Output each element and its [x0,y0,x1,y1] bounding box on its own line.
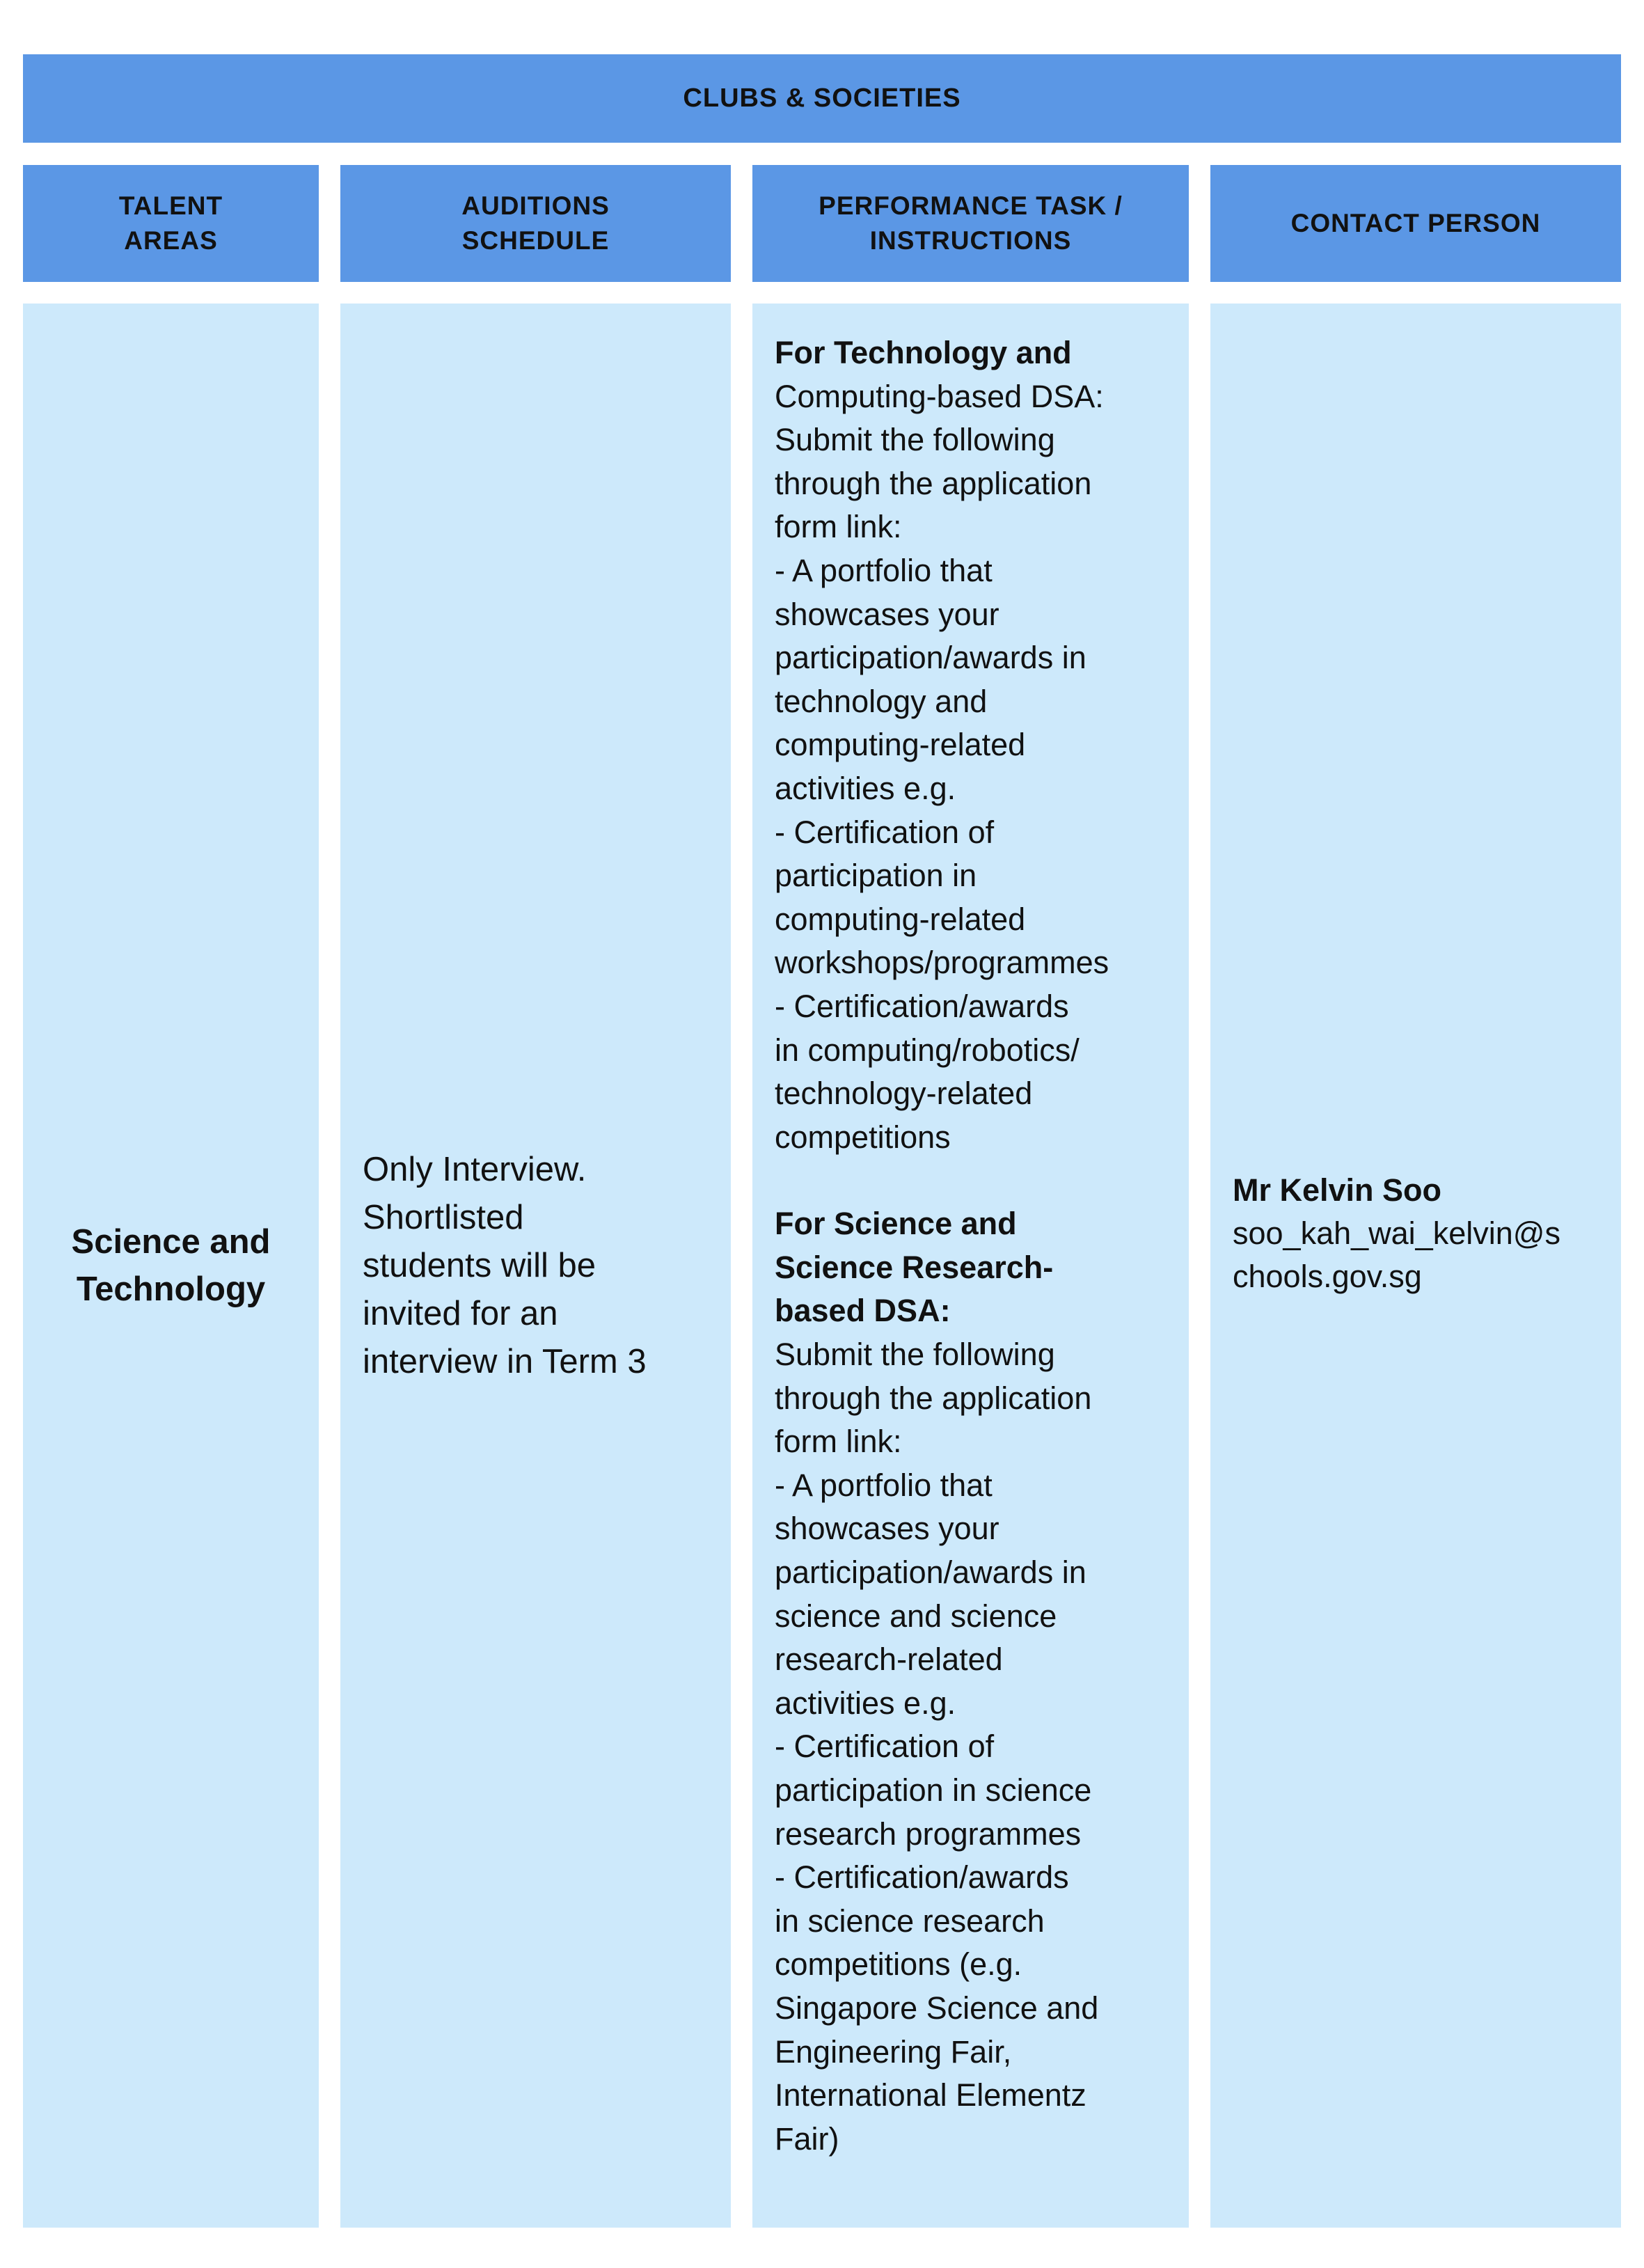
paragraph-gap [775,1159,1167,1202]
cell-contact-person [1210,304,1621,2228]
header-talent-areas [23,165,319,282]
talent-area-text: Science and Technology [71,1223,271,1308]
cell-instructions [752,304,1189,2228]
header-talent-areas-label: TALENT AREAS [118,191,223,255]
tech-instructions: Computing-based DSA: Submit the following through the application form link: - A portfolio that showcases your participation/awards in technology and computing-related activities e.g. - Certification of participation in computing-related workshops/programmes - Certification/awards in computing/robotics/ technology-related competitions [775,378,1109,1155]
header-performance-task-label: PERFORMANCE TASK / INSTRUCTIONS [819,191,1123,255]
header-auditions-schedule-label: AUDITIONS SCHEDULE [461,191,610,255]
header-auditions-schedule [340,165,731,282]
contact-block [1233,1169,1560,1298]
section-title: CLUBS & SOCIETIES [683,84,961,113]
contact-email: soo_kah_wai_kelvin@s chools.gov.sg [1233,1215,1560,1294]
cell-auditions-schedule [340,304,731,2228]
header-performance-task [752,165,1189,282]
schedule-text: Only Interview. Shortlisted students will be invited for an interview in Term 3 [363,1150,647,1380]
header-contact-person [1210,165,1621,282]
science-instructions: Submit the following through the application form link: - A portfolio that showcases your participation/awards in science and science research-related activities e.g. - Certification of participation in science research programmes - Certification/awards in science research competitions (e.g. Singapore Science and Engineering Fair, International Elementz Fair) [775,1337,1099,2157]
contact-name: Mr Kelvin Soo [1233,1172,1442,1208]
tech-heading: For Technology and [775,335,1072,370]
header-contact-person-label: CONTACT PERSON [1290,209,1541,237]
science-heading: For Science and Science Research- based DSA: [775,1206,1054,1329]
section-banner [23,54,1621,143]
cell-talent-area [23,304,319,2228]
